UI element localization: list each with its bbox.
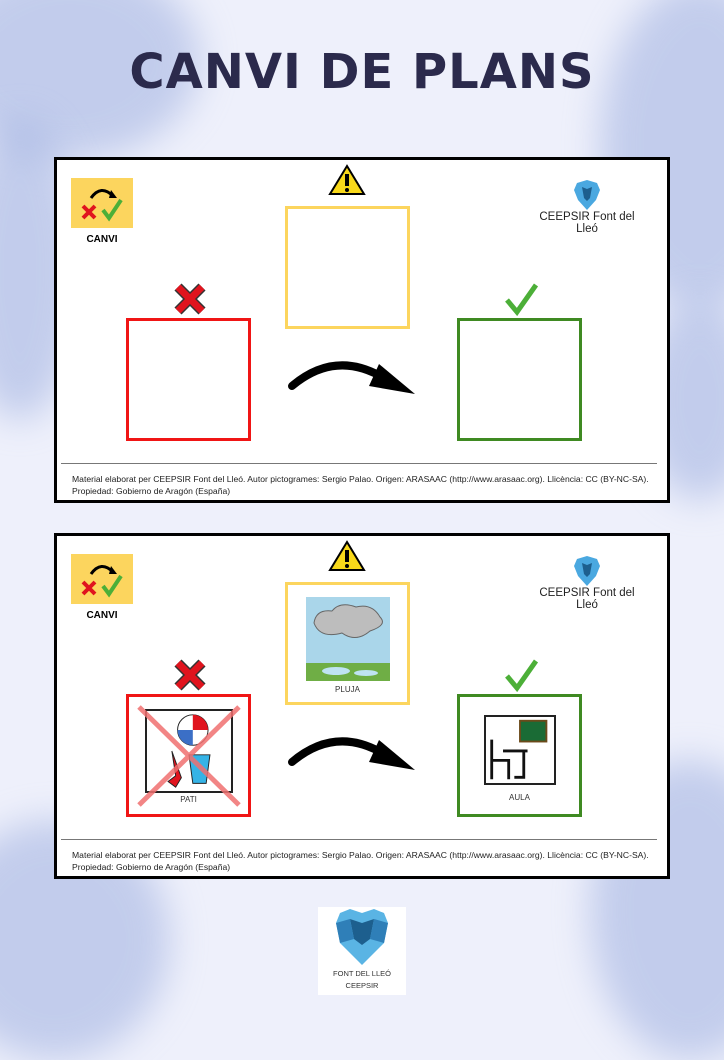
pictogram-caption: PLUJA [335,685,360,694]
warning-box [285,582,410,705]
canvi-label: CANVI [86,234,118,245]
lion-logo-icon [574,556,600,586]
curved-arrow-icon [287,358,417,400]
bottom-logo-line2: CEEPSIR [345,981,379,990]
canvi-icon [71,178,133,228]
check-icon [504,282,538,316]
curved-arrow-icon [287,734,417,776]
warning-icon [328,164,366,196]
warning-icon [328,540,366,572]
divider [61,839,657,840]
canvi-label: CANVI [86,610,118,621]
pictogram-caption: AULA [509,793,530,802]
new-plan-box [457,318,582,441]
footer-line: Propiedad: Gobierno de Aragón (España) [72,862,231,872]
page-title: CANVI DE PLANS [129,44,595,100]
bottom-logo [318,907,406,995]
school-logo-text: CEEPSIR Font del Lleó [539,211,635,235]
divider [61,463,657,464]
lion-logo-icon [336,909,388,965]
footer-line: Propiedad: Gobierno de Aragón (España) [72,486,231,496]
new-plan-box [457,694,582,817]
classroom-pictogram [484,715,556,785]
cross-icon [173,282,207,316]
cancelled-box [126,694,251,817]
school-logo-text: CEEPSIR Font del Lleó [539,587,635,611]
bottom-logo-line1: FONT DEL LLEÓ [333,969,391,978]
cross-icon [173,658,207,692]
lion-logo-icon [574,180,600,210]
cancelled-box [126,318,251,441]
warning-box [285,206,410,329]
canvi-icon [71,554,133,604]
credits-footer [72,473,667,497]
check-icon [504,658,538,692]
credits-footer [72,849,667,873]
footer-line: Material elaborat per CEEPSIR Font del Lleó. Autor pictogrames: Sergio Palao. Origen: ARASAAC (http://www.arasaac.org). Llicència: CC (BY-NC-SA). [72,850,649,860]
plan-card [54,157,670,503]
plan-card [54,533,670,879]
rain-pictogram [306,597,390,681]
pictogram-caption: PATI [180,795,197,804]
footer-line: Material elaborat per CEEPSIR Font del Lleó. Autor pictogrames: Sergio Palao. Origen: ARASAAC (http://www.arasaac.org). Llicència: CC (BY-NC-SA). [72,474,649,484]
